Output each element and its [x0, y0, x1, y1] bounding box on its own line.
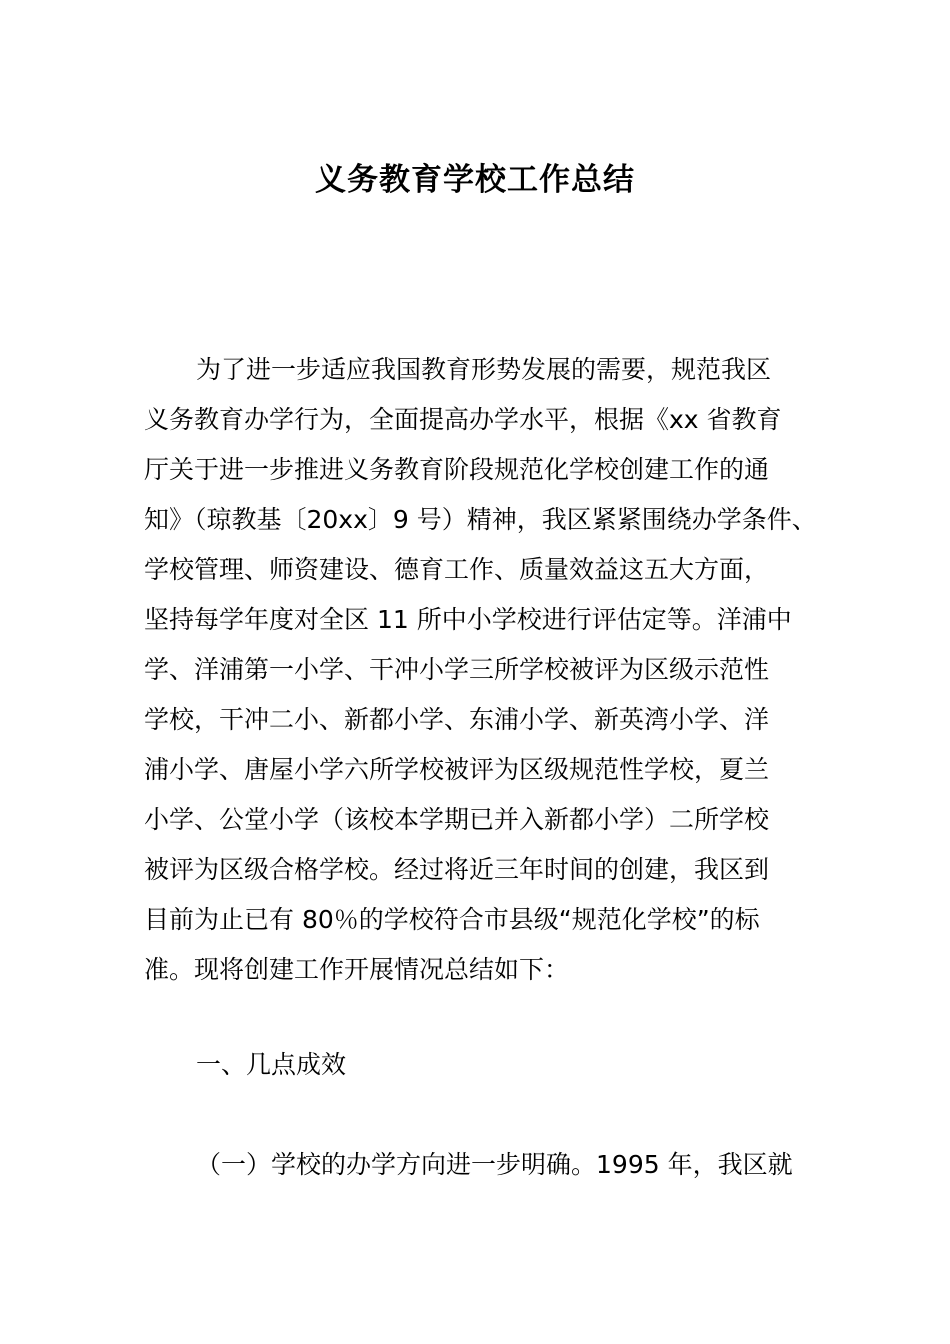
paragraph-line: 目前为止已有 80％的学校符合市县级“规范化学校”的标	[144, 905, 760, 934]
section-heading: 一、几点成效	[196, 1050, 347, 1079]
subsection-paragraph	[144, 1140, 814, 1190]
intro-paragraph	[144, 345, 817, 995]
paragraph-line: 知》（琼教基〔20xx〕9 号）精神，我区紧紧围绕办学条件、	[144, 505, 817, 534]
paragraph-line: 小学、公堂小学（该校本学期已并入新都小学）二所学校	[144, 805, 770, 834]
paragraph-line: 学、洋浦第一小学、干冲小学三所学校被评为区级示范性	[144, 655, 770, 684]
paragraph-line: 义务教育办学行为，全面提高办学水平，根据《xx 省教育	[144, 405, 782, 434]
paragraph-line: 准。现将创建工作开展情况总结如下：	[144, 955, 570, 984]
paragraph-line: 学校，干冲二小、新都小学、东浦小学、新英湾小学、洋	[144, 705, 770, 734]
paragraph-line: 厅关于进一步推进义务教育阶段规范化学校创建工作的通	[144, 455, 770, 484]
document-title: 义务教育学校工作总结	[315, 162, 635, 198]
paragraph-line: 学校管理、师资建设、德育工作、质量效益这五大方面，	[144, 555, 770, 584]
paragraph-line: 浦小学、唐屋小学六所学校被评为区级规范性学校，夏兰	[144, 755, 770, 784]
paragraph-line: 被评为区级合格学校。经过将近三年时间的创建，我区到	[144, 855, 770, 884]
paragraph-line: （一）学校的办学方向进一步明确。1995 年，我区就	[196, 1150, 793, 1179]
paragraph-line: 为了进一步适应我国教育形势发展的需要，规范我区	[196, 355, 772, 384]
section-heading-block	[144, 1040, 814, 1090]
paragraph-line: 坚持每学年度对全区 11 所中小学校进行评估定等。洋浦中	[144, 605, 792, 634]
